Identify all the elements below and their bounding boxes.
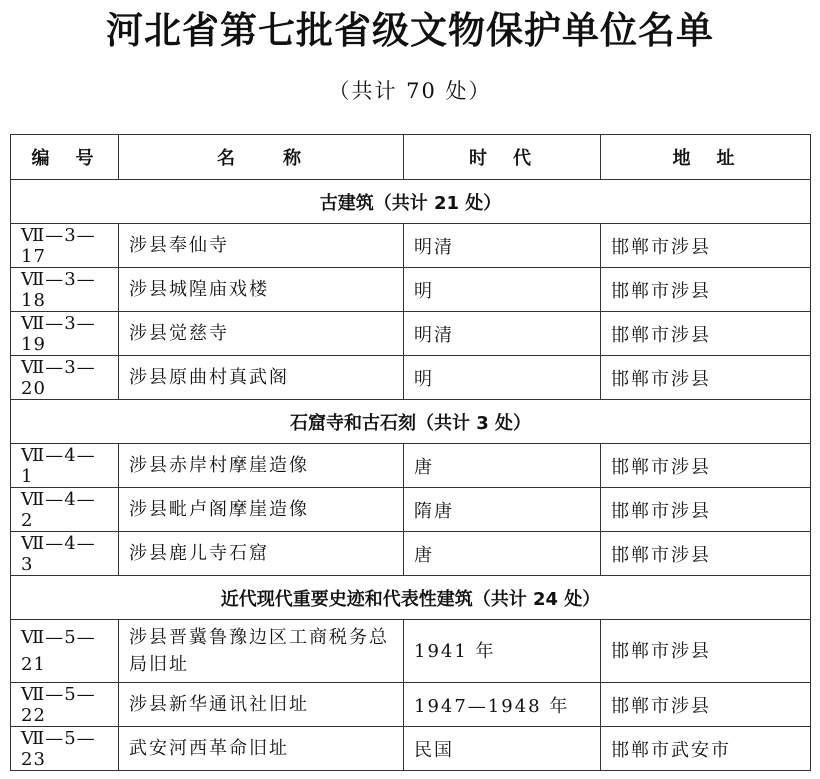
cell-address: 邯郸市涉县 bbox=[601, 488, 811, 532]
cell-name: 涉县城隍庙戏楼 bbox=[119, 268, 404, 312]
cell-address: 邯郸市涉县 bbox=[601, 356, 811, 400]
cell-address: 邯郸市涉县 bbox=[601, 683, 811, 727]
cell-name: 涉县晋冀鲁豫边区工商税务总局旧址 bbox=[119, 620, 404, 683]
cell-era: 明 bbox=[404, 356, 601, 400]
cell-code: Ⅶ—4—2 bbox=[11, 488, 119, 532]
cell-code: Ⅶ—3—19 bbox=[11, 312, 119, 356]
cell-name: 涉县赤岸村摩崖造像 bbox=[119, 444, 404, 488]
table-row bbox=[11, 532, 811, 576]
cell-code: Ⅶ—5—21 bbox=[11, 620, 119, 683]
cell-name: 涉县奉仙寺 bbox=[119, 224, 404, 268]
section-heading: 石窟寺和古石刻（共计 3 处） bbox=[11, 400, 811, 444]
cell-code: Ⅶ—3—20 bbox=[11, 356, 119, 400]
cell-code: Ⅶ—5—23 bbox=[11, 727, 119, 771]
cell-code: Ⅶ—5—22 bbox=[11, 683, 119, 727]
column-header-code: 编 号 bbox=[11, 135, 119, 180]
cell-address: 邯郸市涉县 bbox=[601, 312, 811, 356]
cell-era: 明 bbox=[404, 268, 601, 312]
heritage-list-table bbox=[10, 134, 811, 771]
section-heading: 近代现代重要史迹和代表性建筑（共计 24 处） bbox=[11, 576, 811, 620]
cell-era: 1941 年 bbox=[404, 620, 601, 683]
table-row bbox=[11, 356, 811, 400]
table-row bbox=[11, 312, 811, 356]
document-title: 河北省第七批省级文物保护单位名单 bbox=[106, 9, 714, 52]
cell-era: 隋唐 bbox=[404, 488, 601, 532]
cell-name: 涉县觉慈寺 bbox=[119, 312, 404, 356]
column-header-name: 名 称 bbox=[119, 135, 404, 180]
cell-era: 1947—1948 年 bbox=[404, 683, 601, 727]
cell-address: 邯郸市涉县 bbox=[601, 444, 811, 488]
cell-code: Ⅶ—4—3 bbox=[11, 532, 119, 576]
cell-name: 涉县原曲村真武阁 bbox=[119, 356, 404, 400]
table-row bbox=[11, 224, 811, 268]
cell-code: Ⅶ—3—17 bbox=[11, 224, 119, 268]
cell-name: 涉县鹿儿寺石窟 bbox=[119, 532, 404, 576]
cell-address: 邯郸市涉县 bbox=[601, 224, 811, 268]
column-header-address: 地 址 bbox=[601, 135, 811, 180]
table-row bbox=[11, 268, 811, 312]
cell-code: Ⅶ—4—1 bbox=[11, 444, 119, 488]
cell-address: 邯郸市涉县 bbox=[601, 532, 811, 576]
section-heading-row bbox=[11, 400, 811, 444]
cell-era: 明清 bbox=[404, 312, 601, 356]
cell-era: 明清 bbox=[404, 224, 601, 268]
cell-address: 邯郸市涉县 bbox=[601, 620, 811, 683]
cell-era: 唐 bbox=[404, 532, 601, 576]
cell-era: 民国 bbox=[404, 727, 601, 771]
column-header-era: 时 代 bbox=[404, 135, 601, 180]
table-row bbox=[11, 683, 811, 727]
table-row bbox=[11, 488, 811, 532]
table-row bbox=[11, 620, 811, 683]
table-header-row bbox=[11, 135, 811, 180]
cell-name: 涉县毗卢阁摩崖造像 bbox=[119, 488, 404, 532]
cell-name: 武安河西革命旧址 bbox=[119, 727, 404, 771]
section-heading: 古建筑（共计 21 处） bbox=[11, 180, 811, 224]
cell-name: 涉县新华通讯社旧址 bbox=[119, 683, 404, 727]
cell-address: 邯郸市武安市 bbox=[601, 727, 811, 771]
cell-address: 邯郸市涉县 bbox=[601, 268, 811, 312]
table-row bbox=[11, 444, 811, 488]
document-subtitle: （共计 70 处） bbox=[328, 79, 492, 103]
section-heading-row bbox=[11, 576, 811, 620]
cell-era: 唐 bbox=[404, 444, 601, 488]
table-row bbox=[11, 727, 811, 771]
section-heading-row bbox=[11, 180, 811, 224]
cell-code: Ⅶ—3—18 bbox=[11, 268, 119, 312]
